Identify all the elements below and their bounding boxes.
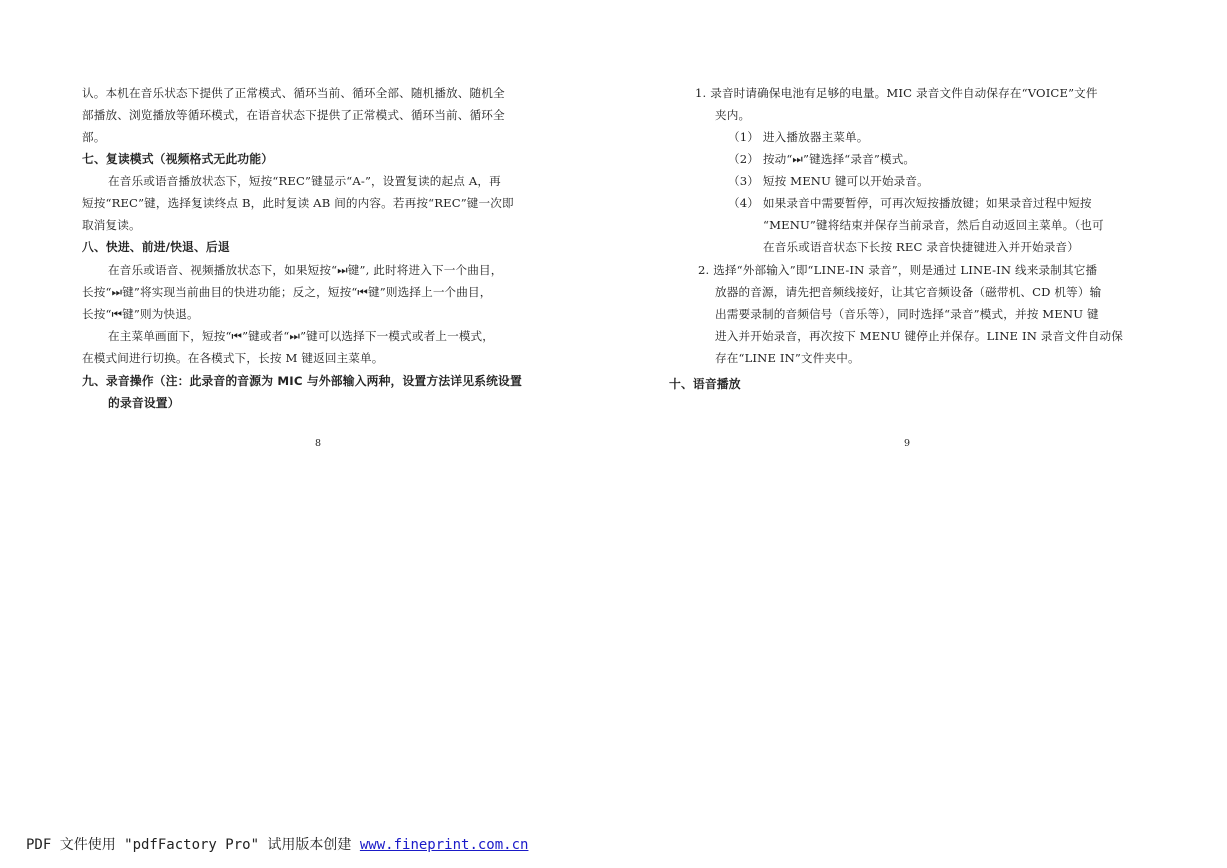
text-line: 认。本机在音乐状态下提供了正常模式、循环当前、循环全部、随机播放、随机全	[82, 86, 505, 100]
list-item: 2. 选择“外部输入”即“LINE-IN 录音”，则是通过 LINE-IN 线来录制其它播	[698, 263, 1098, 277]
text-line: 部。	[82, 130, 106, 144]
text-line: 存在“LINE IN”文件夹中。	[715, 351, 860, 365]
text-line: 的录音设置）	[108, 396, 180, 410]
section-heading-fast-forward: 八、快进、前进/快退、后退	[82, 240, 230, 254]
text-line: 长按“⏭键”将实现当前曲目的快进功能；反之，短按“⏮键”则选择上一个曲目，	[82, 285, 492, 299]
list-item: 1. 录音时请确保电池有足够的电量。MIC 录音文件自动保存在“VOICE”文件	[695, 86, 1098, 100]
page-number: 8	[315, 438, 322, 449]
text-line: 进入并开始录音，再次按下 MENU 键停止并保存。LINE IN 录音文件自动保	[715, 329, 1124, 343]
section-heading-recording: 九、录音操作（注：此录音的音源为 MIC 与外部输入两种，设置方法详见系统设置	[82, 374, 522, 388]
page-number: 9	[904, 438, 911, 449]
text-line: 短按“REC”键，选择复读终点 B，此时复读 AB 间的内容。若再按“REC”键一次即	[82, 196, 514, 210]
text-line: 长按“⏮键”则为快退。	[82, 307, 199, 321]
text-line: 在模式间进行切换。在各模式下，长按 M 键返回主菜单。	[82, 351, 384, 365]
text-line: 在音乐或语音播放状态下，短按“REC”键显示“A-”，设置复读的起点 A，再	[108, 174, 501, 188]
text-line: 夹内。	[715, 108, 751, 122]
list-item: （2） 按动“⏭”键选择“录音”模式。	[728, 152, 916, 166]
text-line: 在音乐或语音、视频播放状态下，如果短按“⏭键”, 此时将进入下一个曲目，	[108, 263, 503, 277]
text-line: 放器的音源，请先把音频线接好，让其它音频设备（磁带机、CD 机等）输	[715, 285, 1102, 299]
section-heading-repeat-mode: 七、复读模式（视频格式无此功能）	[82, 152, 274, 166]
list-item: （1） 进入播放器主菜单。	[728, 130, 869, 144]
footer-link[interactable]: www.fineprint.com.cn	[359, 837, 529, 853]
text-line: 出需要录制的音频信号（音乐等），同时选择“录音”模式，并按 MENU 键	[715, 307, 1099, 321]
text-line: 部播放、浏览播放等循环模式，在语音状态下提供了正常模式、循环当前、循环全	[82, 108, 505, 122]
section-heading-voice-playback: 十、语音播放	[669, 377, 741, 391]
text-line: 在主菜单画面下，短按“⏮”键或者“⏭”键可以选择下一模式或者上一模式，	[108, 329, 495, 343]
list-item: （4） 如果录音中需要暂停，可再次短按播放键；如果录音过程中短按	[728, 196, 1092, 210]
text-line: 在音乐或语音状态下长按 REC 录音快捷键进入并开始录音）	[763, 240, 1080, 254]
right-page	[613, 0, 1227, 868]
footer-text: PDF 文件使用 "pdfFactory Pro" 试用版本创建	[26, 837, 352, 853]
left-page	[0, 0, 613, 868]
text-line: 取消复读。	[82, 218, 141, 232]
text-line: “MENU”键将结束并保存当前录音，然后自动返回主菜单。（也可	[763, 218, 1104, 232]
pdf-footer	[26, 834, 528, 854]
list-item: （3） 短按 MENU 键可以开始录音。	[728, 174, 929, 188]
